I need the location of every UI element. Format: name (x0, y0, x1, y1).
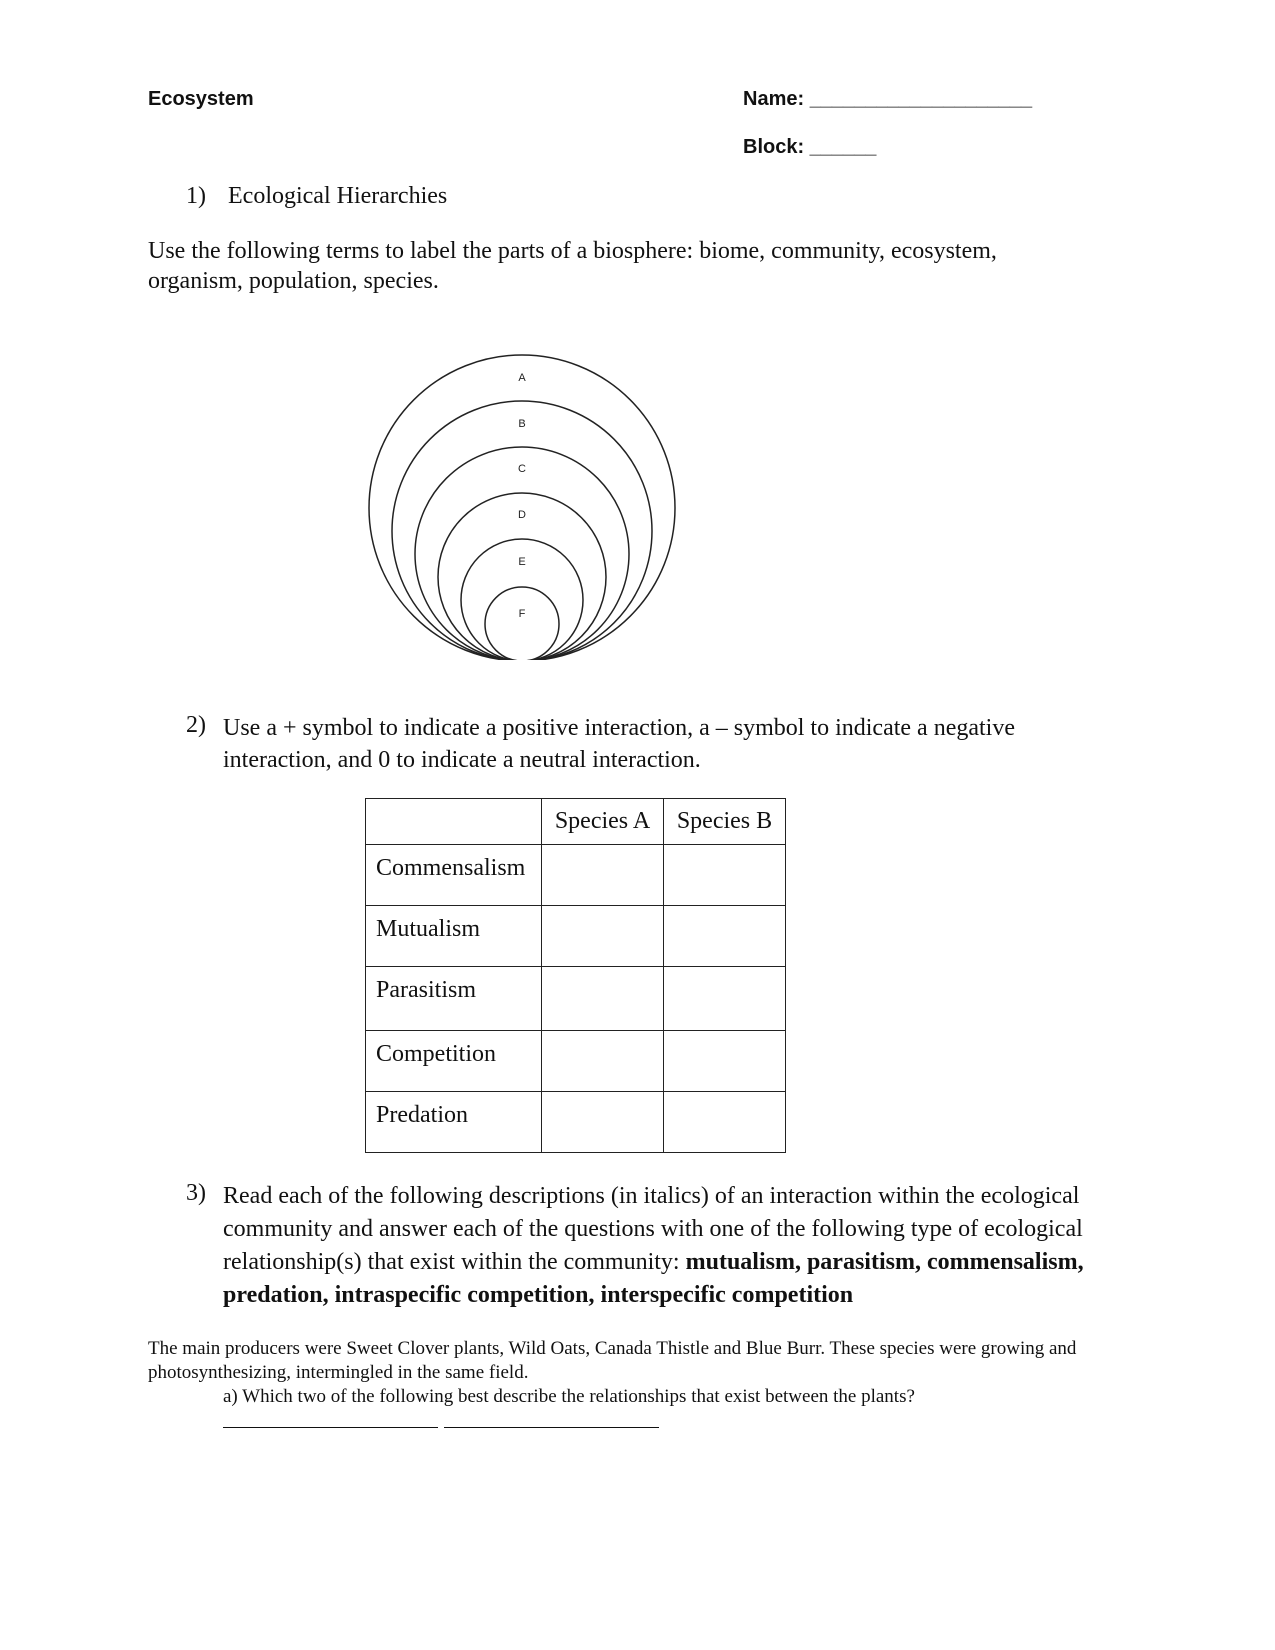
diagram-label-f: F (518, 608, 526, 620)
table-row (366, 1092, 786, 1153)
question-3-instructions: Read each of the following descriptions (in italics) of an interaction within the ecological community and answer each of the questions with one of the following type of ecological relationship(s) that exist within the community: (223, 1183, 1083, 1275)
row-label-commensalism: Commensalism (366, 845, 542, 906)
row-label-competition: Competition (366, 1031, 542, 1092)
cell-competition-species-b[interactable] (664, 1031, 786, 1092)
cell-predation-species-a[interactable] (542, 1092, 664, 1153)
interaction-table (365, 798, 786, 1153)
scenario-paragraph: The main producers were Sweet Clover plants, Wild Oats, Canada Thistle and Blue Burr. These species were growing and photosynthesizing, intermingled in the same field. (148, 1338, 1077, 1383)
cell-mutualism-species-a[interactable] (542, 906, 664, 967)
diagram-label-c: C (518, 463, 526, 475)
question-2-number: 2) (186, 712, 206, 738)
cell-parasitism-species-a[interactable] (542, 967, 664, 1031)
row-label-mutualism: Mutualism (366, 906, 542, 967)
circle-c (415, 447, 629, 660)
circle-f (485, 587, 559, 660)
question-3-relationship-terms: mutualism, parasitism, commensalism, predation, intraspecific competition, interspecific competition (223, 1249, 1084, 1308)
row-label-parasitism: Parasitism (366, 967, 542, 1031)
row-label-predation: Predation (366, 1092, 542, 1153)
question-a-text: a) Which two of the following best describe the relationships that exist between the plants? (223, 1386, 915, 1407)
block-field-label: Block: ______ (743, 136, 877, 158)
document-title: Ecosystem (148, 88, 254, 110)
question-1-number: 1) (186, 183, 206, 209)
table-row (366, 845, 786, 906)
diagram-label-e: E (518, 556, 526, 568)
question-1-title: Ecological Hierarchies (228, 183, 448, 209)
species-b-header: Species B (664, 799, 786, 845)
question-3-number: 3) (186, 1180, 206, 1206)
name-field-label: Name: ____________________ (743, 88, 1033, 110)
table-header-row (366, 799, 786, 845)
cell-commensalism-species-b[interactable] (664, 845, 786, 906)
table-row (366, 906, 786, 967)
question-1-instructions: Use the following terms to label the parts of a biosphere: biome, community, ecosystem, organism, population, species. (148, 238, 997, 294)
cell-commensalism-species-a[interactable] (542, 845, 664, 906)
diagram-label-a: A (518, 372, 526, 384)
diagram-label-b: B (518, 418, 526, 430)
table-row (366, 967, 786, 1031)
question-2-text: Use a + symbol to indicate a positive interaction, a – symbol to indicate a negative interaction, and 0 to indicate a neutral interaction. (223, 715, 1015, 773)
answer-blank-2[interactable] (444, 1427, 659, 1428)
diagram-label-d: D (518, 509, 526, 521)
biosphere-hierarchy-diagram (360, 340, 680, 660)
question-3-text (223, 1180, 1123, 1312)
cell-parasitism-species-b[interactable] (664, 967, 786, 1031)
table-row (366, 1031, 786, 1092)
table-corner-cell (366, 799, 542, 845)
cell-predation-species-b[interactable] (664, 1092, 786, 1153)
circle-b (392, 401, 652, 660)
cell-mutualism-species-b[interactable] (664, 906, 786, 967)
cell-competition-species-a[interactable] (542, 1031, 664, 1092)
species-a-header: Species A (542, 799, 664, 845)
answer-blank-1[interactable] (223, 1427, 438, 1428)
